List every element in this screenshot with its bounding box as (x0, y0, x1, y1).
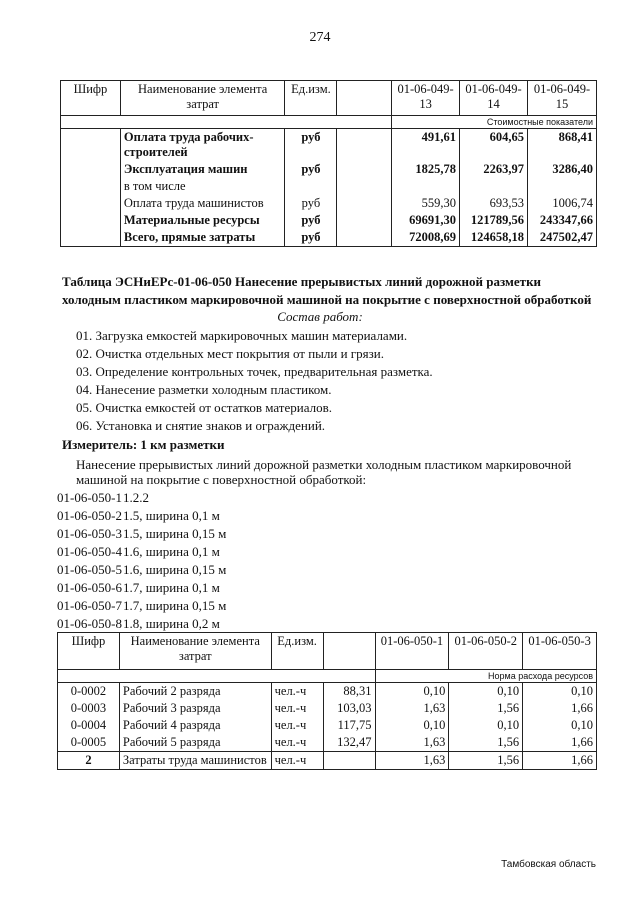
table-row (58, 700, 597, 717)
cell-value: 1,66 (523, 700, 597, 717)
header-rate (337, 81, 392, 116)
cell-name: Рабочий 4 разряда (119, 717, 271, 734)
table-subheader-row (58, 670, 597, 683)
page-number: 274 (309, 30, 331, 45)
cell-unit: руб (285, 212, 337, 229)
table-subheader-row (61, 116, 597, 129)
cell-code: 0-0004 (58, 717, 120, 734)
variant-text: 1.6, ширина 0,15 м (123, 562, 227, 577)
cell-unit: чел.-ч (271, 700, 323, 717)
cell-name: Эксплуатация машин (120, 161, 285, 178)
cell-unit: руб (285, 195, 337, 212)
variant-item (57, 598, 226, 614)
work-item: 04. Нанесение разметки холодным пластиком. (76, 382, 332, 397)
cell-value: 0,10 (449, 683, 523, 701)
header-code: Шифр (61, 81, 121, 116)
cell-code: 2 (58, 752, 120, 770)
cost-indicators-table (60, 80, 597, 247)
header-code: Шифр (58, 633, 120, 670)
table-row (58, 717, 597, 734)
cell-name: Всего, прямые затраты (120, 229, 285, 247)
cell-rate (337, 195, 392, 212)
work-item: 06. Установка и снятие знаков и ограждений. (76, 418, 326, 433)
cell-name: Рабочий 2 разряда (119, 683, 271, 701)
variant-text: 1.7, ширина 0,1 м (123, 580, 220, 595)
variant-item (57, 562, 226, 578)
cell-value: 0,10 (523, 717, 597, 734)
subheader-spacer (58, 670, 376, 683)
cell-rate (337, 212, 392, 229)
header-col-14: 01-06-049-14 (460, 81, 528, 116)
footer-region: Тамбовская область (501, 859, 596, 870)
variant-item (57, 616, 220, 632)
variant-text: 1.6, ширина 0,1 м (123, 544, 220, 559)
header-col-2: 01-06-050-2 (449, 633, 523, 670)
cell-unit (285, 178, 337, 195)
table-row (61, 178, 597, 195)
cell-name: Рабочий 3 разряда (119, 700, 271, 717)
variant-code: 01-06-050-3 (57, 526, 122, 541)
cell-code (61, 161, 121, 178)
cell-unit: чел.-ч (271, 717, 323, 734)
cell-name: в том числе (120, 178, 285, 195)
cell-value: 72008,69 (392, 229, 460, 247)
variant-text: 1.8, ширина 0,2 м (123, 616, 220, 631)
table-row-machinist (58, 752, 597, 770)
cell-unit: чел.-ч (271, 752, 323, 770)
cell-value: 1006,74 (528, 195, 597, 212)
header-unit: Ед.изм. (271, 633, 323, 670)
cell-value: 693,53 (460, 195, 528, 212)
variant-item (57, 544, 220, 560)
cell-value: 1825,78 (392, 161, 460, 178)
cell-value: 1,63 (375, 700, 449, 717)
cell-unit: чел.-ч (271, 683, 323, 701)
variant-code: 01-06-050-1 (57, 490, 122, 505)
cell-value: 1,66 (523, 752, 597, 770)
cell-value: 1,56 (449, 752, 523, 770)
variant-text: 1.2.2 (123, 490, 149, 505)
work-item: 02. Очистка отдельных мест покрытия от пыли и грязи. (76, 346, 384, 361)
cell-unit: чел.-ч (271, 734, 323, 752)
cell-value: 3286,40 (528, 161, 597, 178)
cell-rate: 103,03 (323, 700, 375, 717)
table-row (61, 195, 597, 212)
variant-code: 01-06-050-6 (57, 580, 122, 595)
cell-rate: 88,31 (323, 683, 375, 701)
cell-value (392, 178, 460, 195)
variant-code: 01-06-050-8 (57, 616, 122, 631)
cell-value: 604,65 (460, 129, 528, 162)
variant-text: 1.5, ширина 0,1 м (123, 508, 220, 523)
cell-code: 0-0003 (58, 700, 120, 717)
cell-code (61, 212, 121, 229)
table-row (61, 229, 597, 247)
subheader-label: Норма расхода ресурсов (375, 670, 596, 683)
cell-unit: руб (285, 129, 337, 162)
cell-rate: 132,47 (323, 734, 375, 752)
header-col-3: 01-06-050-3 (523, 633, 597, 670)
variant-code: 01-06-050-7 (57, 598, 122, 613)
cell-value: 243347,66 (528, 212, 597, 229)
work-item: 01. Загрузка емкостей маркировочных машин материалами. (76, 328, 408, 343)
cell-value: 868,41 (528, 129, 597, 162)
table-header-row (61, 81, 597, 116)
table-row (61, 161, 597, 178)
work-item: 03. Определение контрольных точек, предварительная разметка. (76, 364, 433, 379)
cell-value: 121789,56 (460, 212, 528, 229)
variant-code: 01-06-050-4 (57, 544, 122, 559)
variant-item (57, 508, 220, 524)
cell-value: 1,56 (449, 734, 523, 752)
cell-code (61, 195, 121, 212)
cell-rate (337, 161, 392, 178)
cell-value (460, 178, 528, 195)
cell-value (528, 178, 597, 195)
cell-rate (337, 178, 392, 195)
cell-value: 0,10 (375, 717, 449, 734)
cell-rate (337, 129, 392, 162)
cell-name: Рабочий 5 разряда (119, 734, 271, 752)
variant-text: 1.5, ширина 0,15 м (123, 526, 227, 541)
description: Нанесение прерывистых линий дорожной разметки холодным пластиком маркировочной машиной на покрытие с поверхностной обработкой: (76, 457, 572, 487)
cell-code: 0-0005 (58, 734, 120, 752)
cell-name: Оплата труда рабочих-строителей (120, 129, 285, 162)
cell-unit: руб (285, 161, 337, 178)
cell-value: 1,56 (449, 700, 523, 717)
cell-value: 247502,47 (528, 229, 597, 247)
cell-name: Оплата труда машинистов (120, 195, 285, 212)
cell-value: 1,66 (523, 734, 597, 752)
cell-value: 124658,18 (460, 229, 528, 247)
cell-name: Затраты труда машинистов (119, 752, 271, 770)
cell-code (61, 178, 121, 195)
work-item: 05. Очистка емкостей от остатков материалов. (76, 400, 332, 415)
cell-value: 559,30 (392, 195, 460, 212)
resource-norms-table (57, 632, 597, 770)
cell-code (61, 229, 121, 247)
table-header-row (58, 633, 597, 670)
cell-value: 491,61 (392, 129, 460, 162)
cell-value: 1,63 (375, 734, 449, 752)
section-title-line1: Таблица ЭСНиЕРс-01-06-050 Нанесение прерывистых линий дорожной разметки (62, 274, 542, 289)
subheader-spacer (61, 116, 392, 129)
subheader-label: Стоимостные показатели (392, 116, 597, 129)
cell-rate: 117,75 (323, 717, 375, 734)
header-name: Наименование элемента затрат (119, 633, 271, 670)
cell-rate (323, 752, 375, 770)
header-col-13: 01-06-049-13 (392, 81, 460, 116)
header-col-1: 01-06-050-1 (375, 633, 449, 670)
cell-code (61, 129, 121, 162)
table-row (61, 129, 597, 162)
cell-unit: руб (285, 229, 337, 247)
table-row (61, 212, 597, 229)
header-rate (323, 633, 375, 670)
cell-rate (337, 229, 392, 247)
variant-text: 1.7, ширина 0,15 м (123, 598, 227, 613)
variant-item (57, 490, 149, 506)
table-row (58, 683, 597, 701)
variant-item (57, 526, 226, 542)
cell-value: 0,10 (523, 683, 597, 701)
header-name: Наименование элемента затрат (120, 81, 285, 116)
measure-unit: Измеритель: 1 км разметки (62, 437, 225, 452)
header-col-15: 01-06-049-15 (528, 81, 597, 116)
cell-code: 0-0002 (58, 683, 120, 701)
cell-value: 0,10 (449, 717, 523, 734)
section-title (62, 273, 591, 309)
cell-value: 2263,97 (460, 161, 528, 178)
table-row (58, 734, 597, 752)
cell-name: Материальные ресурсы (120, 212, 285, 229)
variant-code: 01-06-050-2 (57, 508, 122, 523)
section-title-line2: холодным пластиком маркировочной машиной на покрытие с поверхностной обработкой (62, 292, 592, 307)
variant-code: 01-06-050-5 (57, 562, 122, 577)
variant-item (57, 580, 220, 596)
cell-value: 69691,30 (392, 212, 460, 229)
composition-title: Состав работ: (277, 309, 363, 324)
cell-value: 1,63 (375, 752, 449, 770)
header-unit: Ед.изм. (285, 81, 337, 116)
cell-value: 0,10 (375, 683, 449, 701)
